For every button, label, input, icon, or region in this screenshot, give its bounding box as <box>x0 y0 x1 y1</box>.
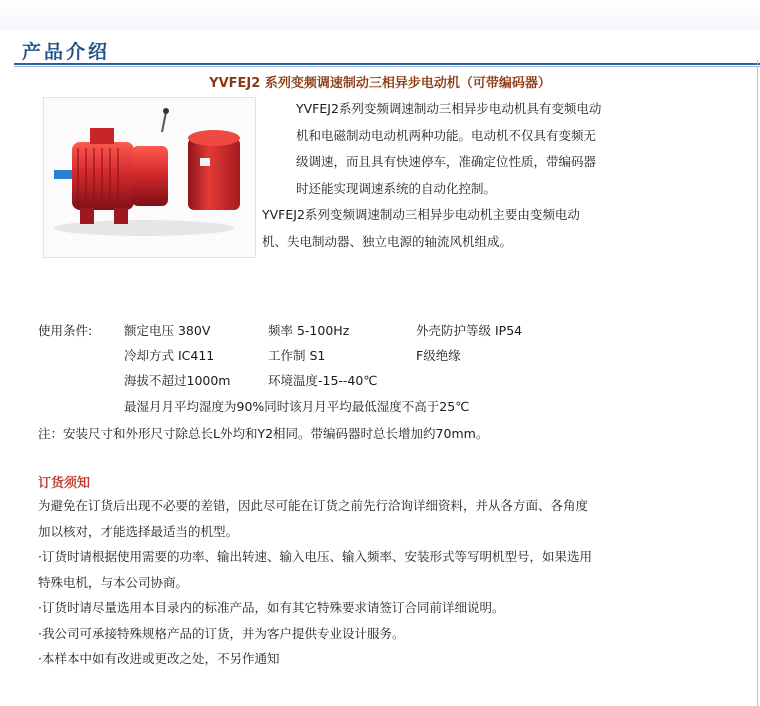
intro-text <box>262 96 602 255</box>
spec-frequency: 频率 5-100Hz <box>268 323 350 338</box>
motor-image <box>44 98 255 257</box>
product-photo <box>43 97 256 258</box>
intro-paragraph: YVFEJ2系列变频调速制动三相异步电动机主要由变频电动机、失电制动器、独立电源的轴流风机组成。 <box>262 207 580 249</box>
section-header <box>0 30 760 70</box>
spec-altitude: 海拔不超过1000m <box>124 373 231 388</box>
dimension-note: 注：安装尺寸和外形尺寸除总长L外均和Y2相同。带编码器时总长增加约70mm。 <box>38 426 489 441</box>
conditions-label: 使用条件: <box>38 323 93 338</box>
spec-duty: 工作制 S1 <box>268 348 326 363</box>
spec-ambient-temp: 环境温度-15--40℃ <box>268 373 378 388</box>
header-rule-thin <box>14 66 760 67</box>
ordering-item: ·本样本中如有改进或更改之处，不另作通知 <box>38 651 280 666</box>
top-band <box>0 0 760 30</box>
ordering-item: ·订货时请根据使用需要的功率、输出转速、输入电压、输入频率、安装形式等写明机型号，如果选用特殊电机，与本公司协商。 <box>38 549 592 590</box>
ordering-item: ·我公司可承接特殊规格产品的订货，并为客户提供专业设计服务。 <box>38 625 405 641</box>
spec-humidity: 最湿月月平均湿度为90%同时该月月平均最低湿度不高于25℃ <box>124 399 470 414</box>
ordering-item: ·订货时请尽量选用本目录内的标准产品，如有其它特殊要求请签订合同前详细说明。 <box>38 600 505 615</box>
spec-rated-voltage: 额定电压 380V <box>124 323 211 338</box>
right-border <box>757 60 758 706</box>
spec-protection: 外壳防护等级 IP54 <box>416 323 523 338</box>
ordering-intro: 为避免在订货后出现不必要的差错，因此尽可能在订货之前先行洽询详细资料，并从各方面、各角度加以核对，才能选择最适当的机型。 <box>38 498 589 539</box>
spec-insulation: F级绝缘 <box>416 348 461 363</box>
ordering-title: 订货须知 <box>38 476 91 491</box>
spec-cooling: 冷却方式 IC411 <box>124 348 215 363</box>
ordering-body <box>38 493 598 672</box>
product-title: YVFEJ2 系列变频调速制动三相异步电动机（可带编码器） <box>209 76 551 91</box>
intro-paragraph: YVFEJ2系列变频调速制动三相异步电动机具有变频电动机和电磁制动电动机两种功能。电动机不仅具有变频无级调速，而且具有快速停车，准确定位性质，带编码器时还能实现调速系统的自动化控制。 <box>296 101 602 196</box>
section-title: 产品介绍 <box>22 41 111 63</box>
header-rule <box>14 63 760 65</box>
